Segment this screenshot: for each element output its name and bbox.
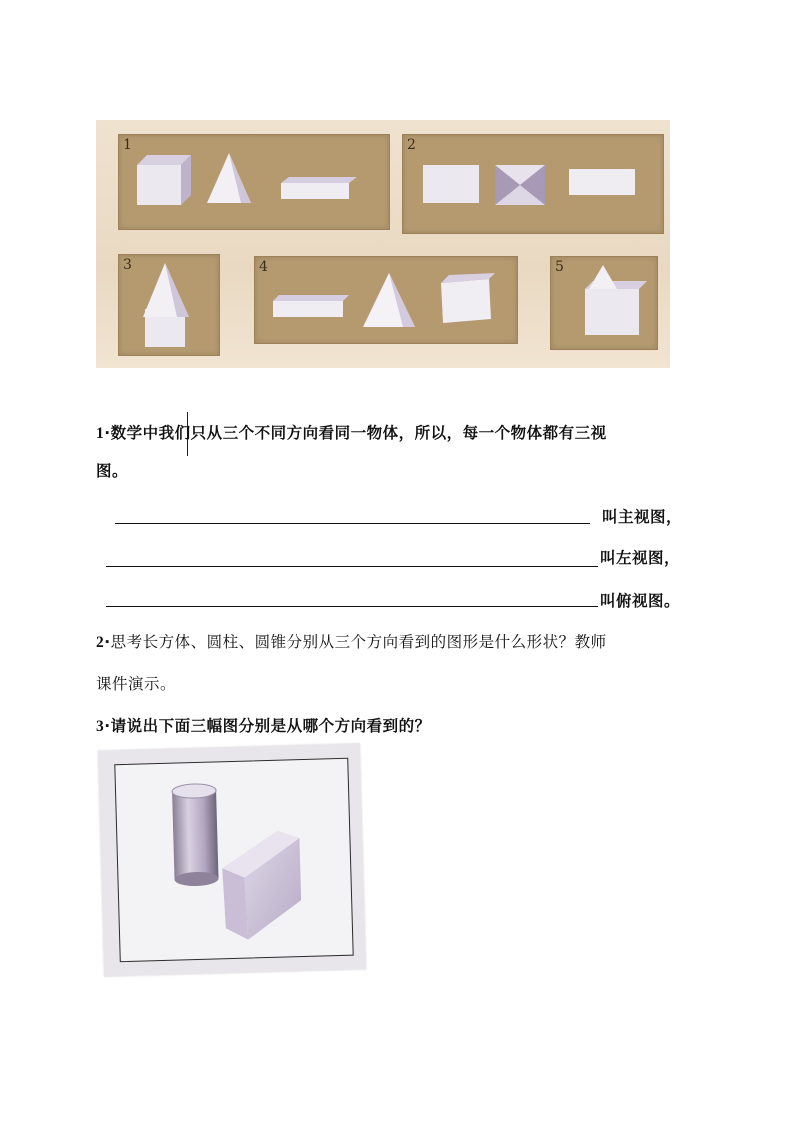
cylinder-prism-shapes: [115, 759, 352, 961]
answer-blank-top-view[interactable]: [106, 606, 598, 607]
cylinder-prism-photo: [98, 743, 366, 976]
panel-1-shapes: [119, 135, 389, 229]
left-view-label: 叫左视图，: [600, 549, 681, 567]
panel-number: 4: [259, 259, 268, 275]
question-text: 请说出下面三幅图分别是从哪个方向看到的？: [110, 717, 431, 735]
panel-number: 3: [123, 257, 132, 273]
front-view-label: 叫主视图，: [602, 508, 683, 526]
panel-number: 1: [123, 137, 132, 153]
panel-4: [254, 256, 518, 344]
panel-2-shapes: [403, 135, 663, 233]
question-number: 2: [96, 634, 105, 651]
panel-5: [550, 256, 658, 350]
question-number: 3: [96, 718, 105, 735]
panel-5-shapes: [551, 257, 657, 349]
question-2: [96, 632, 716, 653]
question-3: [96, 716, 716, 737]
solids-views-photo: [96, 120, 670, 368]
question-1-continued: 图。: [96, 462, 129, 480]
panel-4-shapes: [255, 257, 517, 343]
panel-3-shapes: [119, 255, 219, 355]
question-bullet: ·: [104, 633, 111, 651]
panel-number: 2: [407, 137, 416, 153]
panel-3: [118, 254, 220, 356]
photo-frame: [114, 758, 353, 962]
panel-2: [402, 134, 664, 234]
question-bullet: ·: [104, 424, 111, 442]
answer-blank-left-view[interactable]: [106, 566, 598, 567]
question-text: 数学中我们只从三个不同方向看同一物体，所以，每一个物体都有三视: [110, 424, 607, 442]
question-text: 思考长方体、圆柱、圆锥分别从三个方向看到的图形是什么形状？教师: [110, 633, 607, 651]
question-2-continued: 课件演示。: [96, 675, 177, 693]
answer-blank-front-view[interactable]: [115, 523, 590, 524]
panel-1: [118, 134, 390, 230]
question-1: [96, 423, 716, 444]
question-bullet: ·: [104, 717, 111, 735]
question-number: 1: [96, 425, 105, 442]
top-view-label: 叫俯视图。: [600, 592, 681, 610]
panel-number: 5: [555, 259, 564, 275]
